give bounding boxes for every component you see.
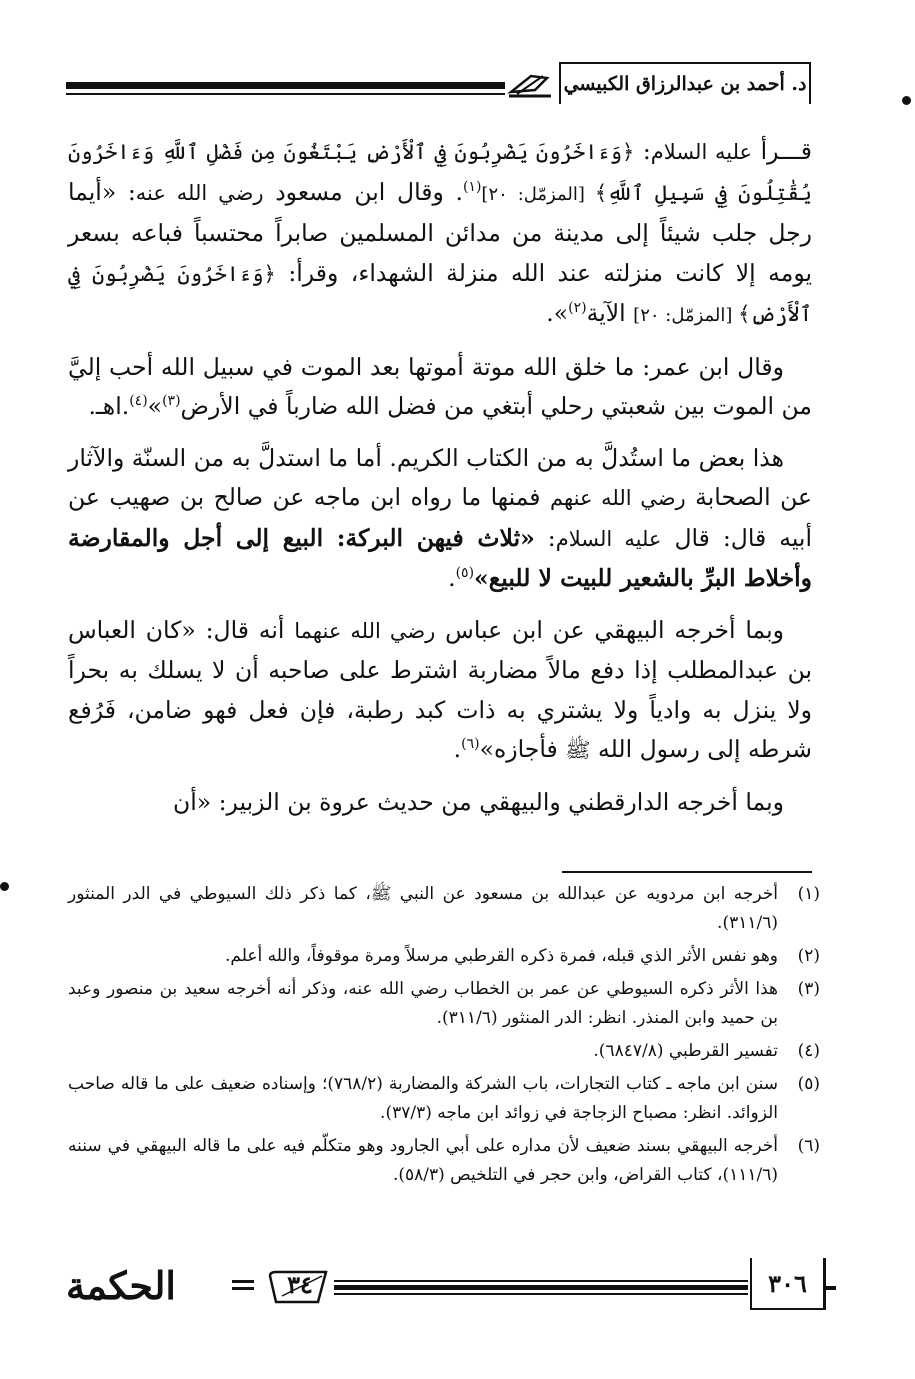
paragraph: هذا بعض ما استُدلَّ به من الكتاب الكريم. أما ما استدلَّ به من السنّة والآثار عن الصحابة رضي الله عنهم فمنها ما رواه ابن ماجه عن صالح بن صهيب عن أبيه قال: قال عليه السلام: «ثلاث فيهن البركة: البيع إلى أجل والمقارضة وأخلاط البرِّ بالشعير للبيت لا للبيع»$^{(٥)}$. <box>68 443 812 592</box>
verse-citation: [المزمّل: ٢٠] <box>481 183 595 205</box>
paragraph: وبما أخرجه البيهقي عن ابن عباس رضي الله عنهما أنه قال: «كان العباس بن عبدالمطلب إذا دفع مالاً مضاربة اشترط على صاحبه أن لا يسلك به بحراً ولا ينزل به وادياً ولا يشتري به ذات كبد رطبة، فإن فعل فهو ضامن، فَرُفع شرطه إلى رسول الله ﷺ فأجازه»$^{(٦)}$. <box>68 615 812 763</box>
running-footer <box>66 1258 826 1314</box>
footnotes <box>68 880 820 1194</box>
footnote-number: (٦) <box>797 1136 820 1156</box>
journal-logo: الحكمة <box>66 1263 176 1308</box>
footnote-number: (٢) <box>797 946 820 966</box>
margin-bullet <box>902 96 911 105</box>
paragraph: وبما أخرجه الدارقطني والبيهقي من حديث عروة بن الزبير: «أن <box>173 787 784 816</box>
footnote-number: (٣) <box>797 979 820 999</box>
margin-bullet <box>0 882 9 891</box>
footer-rule <box>334 1280 748 1295</box>
footnote-ref[interactable]: (٣) <box>162 393 181 410</box>
footnote-text: سنن ابن ماجه ـ كتاب التجارات، باب الشركة والمضاربة (٧٦٨/٢)؛ وإسناده ضعيف على ما قاله صاحب الزوائد. انظر: مصباح الزجاجة في زوائد ابن ماجه (٣٧/٣). <box>68 1074 778 1123</box>
honorific: عليه السلام <box>555 526 662 551</box>
page-number-tick <box>824 1286 836 1290</box>
hadith-text: «ثلاث فيهن البركة: البيع إلى أجل والمقارضة وأخلاط البرِّ بالشعير للبيت لا للبيع» <box>68 523 812 592</box>
footnote-ref[interactable]: (٥) <box>455 565 475 582</box>
quran-verse: ﴿وَءَاخَرُونَ يَضْرِبُونَ فِي ٱلْأَرْضِ يَبْتَغُونَ مِن فَضْلِ ٱللَّهِ وَءَاخَرُونَ يُقَٰتِلُونَ فِي سَبِيلِ ٱللَّهِ﴾ <box>68 140 812 205</box>
footnote-text: هذا الأثر ذكره السيوطي عن عمر بن الخطاب رضي الله عنه، وذكر أنه أخرجه سعيد بن منصور وعبد بن حميد وابن المنذر. انظر: الدر المنثور (٣١١/٦). <box>68 979 778 1028</box>
footnote <box>68 1132 820 1190</box>
verse-citation: [المزمّل: ٢٠] <box>633 305 739 326</box>
author-name: د. أحمد بن عبدالرزاق الكبيسي <box>559 62 811 104</box>
footnote <box>68 975 820 1033</box>
honorific: عليه السلام <box>650 140 753 164</box>
footnote-ref[interactable]: (٦) <box>461 736 480 753</box>
footer-double-bar <box>232 1280 254 1292</box>
quran-verse: ﴿وَءَاخَرُونَ يَضْرِبُونَ فِي ٱلْأَرْضِ﴾ <box>68 261 812 326</box>
footnote-text: أخرجه البيهقي بسند ضعيف لأن مداره على أبي الجارود وهو متكلّم فيه على ما قاله البيهقي في سننه (١١١/٦)، كتاب القراض، وابن حجر في التلخيص (٥٨/٣). <box>68 1136 778 1185</box>
honorific: رضي الله عنهما <box>294 618 436 643</box>
footnote-number: (٥) <box>797 1074 820 1094</box>
honorific: رضي الله عنهم <box>549 486 686 510</box>
header-rule <box>66 82 505 95</box>
footnote-number: (١) <box>797 884 820 904</box>
footnote-text: أخرجه ابن مردويه عن عبدالله بن مسعود عن النبي ﷺ، كما ذكر ذلك السيوطي في الدر المنثور (٣١١/٦). <box>68 884 778 933</box>
footnote <box>68 880 820 938</box>
running-header <box>66 62 811 112</box>
quill-ornament-icon <box>507 70 553 100</box>
footnote-separator <box>562 871 812 873</box>
footnote-text: تفسير القرطبي (٦٨٤٧/٨). <box>593 1041 778 1061</box>
footnote-ref[interactable]: (٢) <box>568 300 587 317</box>
paragraph: وقال ابن عمر: ما خلق الله موتة أموتها بعد الموت في سبيل الله أحب إليَّ من الموت بين شعبتي رحلي أبتغي من فضل الله ضارباً في الأرض$^{(٣)}$»$^{(٤)}$.اهـ. <box>68 352 812 420</box>
footnote <box>68 1037 820 1066</box>
footnote <box>68 1070 820 1128</box>
footnote-number: (٤) <box>797 1041 820 1061</box>
issue-number: ٣٤ <box>287 1270 313 1299</box>
paragraph: قـــرأ عليه السلام: ﴿وَءَاخَرُونَ يَضْرِبُونَ فِي ٱلْأَرْضِ يَبْتَغُونَ مِن فَضْلِ ٱللَّهِ وَءَاخَرُونَ يُقَٰتِلُونَ فِي سَبِيلِ ٱللَّهِ﴾ [المزمّل: ٢٠]$^{(١)}$. وقال ابن مسعود رضي الله عنه: «أيما رجل جلب شيئاً إلى مدينة من مدائن المسلمين صابراً محتسباً فباعه بسعر يومه إلا كانت منزلته عند الله منزلة الشهداء، وقرأ: ﴿وَءَاخَرُونَ يَضْرِبُونَ فِي ٱلْأَرْضِ﴾ [المزمّل: ٢٠] الآية$^{(٢)}$». <box>68 137 813 327</box>
footnote-ref[interactable]: (٤) <box>129 393 148 410</box>
honorific: رضي الله عنه <box>135 180 264 205</box>
footnote-text: وهو نفس الأثر الذي قبله، فمرة ذكره القرطبي مرسلاً ومرة موقوفاً، والله أعلم. <box>225 946 778 966</box>
main-text <box>68 132 812 834</box>
footnote-ref[interactable]: (١) <box>462 178 482 195</box>
honorific: ﷺ <box>565 738 591 762</box>
page-number: ٣٠٦ <box>750 1258 826 1310</box>
footnote <box>68 942 820 971</box>
